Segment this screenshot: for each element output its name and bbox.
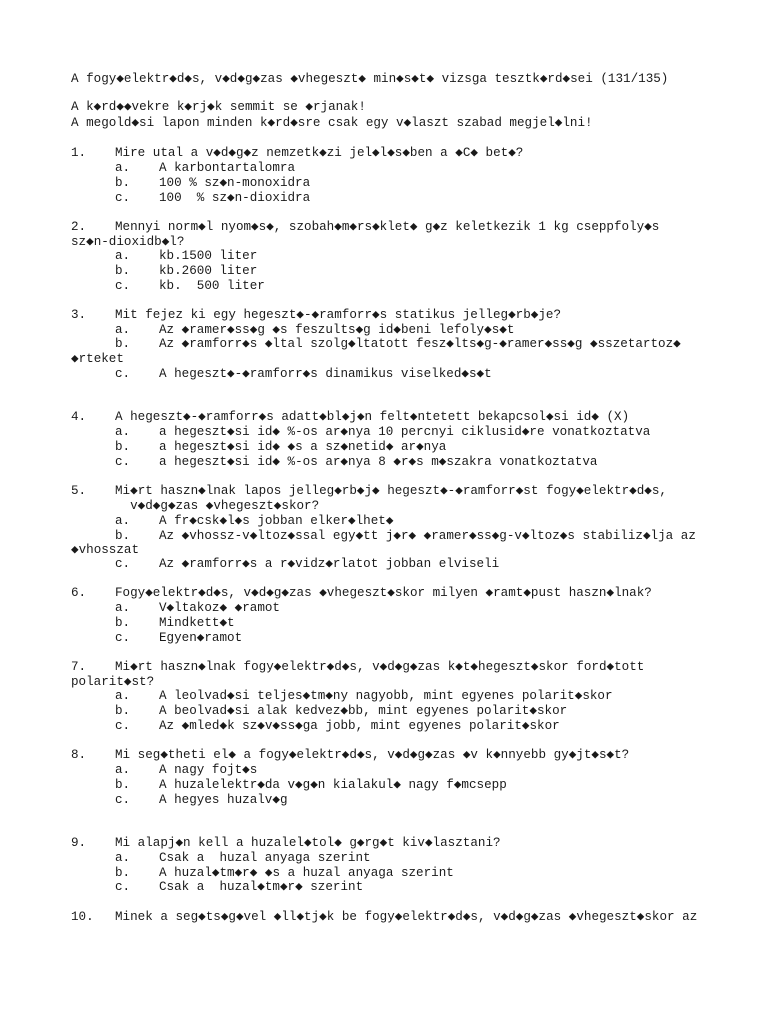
- option-text: A beolvad◆si alak kedvez◆bb, mint egyenes polarit◆skor: [159, 704, 568, 718]
- option-text: A fr◆csk◆l◆s jobban elker◆lhet◆: [159, 514, 394, 528]
- option-text-continued: ◆rteket: [71, 352, 124, 366]
- option-text: Az ◆ramer◆ss◆g ◆s feszults◆g id◆beni lefoly◆s◆t: [159, 323, 515, 337]
- option-mark: a.: [115, 689, 131, 703]
- question-number: 10.: [71, 910, 94, 924]
- question-text: Minek a seg◆ts◆g◆vel ◆ll◆tj◆k be fogy◆elektr◆d◆s, v◆d◆g◆zas ◆vhegeszt◆skor az: [115, 910, 698, 924]
- option-text: A huzal◆tm◆r◆ ◆s a huzal anyaga szerint: [159, 866, 454, 880]
- option-mark: a.: [115, 763, 131, 777]
- question-text: Mi alapj◆n kell a huzalel◆tol◆ g◆rg◆t kiv◆lasztani?: [115, 836, 501, 850]
- question-text-continued: polarit◆st?: [71, 675, 155, 689]
- instruction-line-2: A megold◆si lapon minden k◆rd◆sre csak egy v◆laszt szabad megjel◆lni!: [71, 116, 593, 130]
- document-title: A fogy◆elektr◆d◆s, v◆d◆g◆zas ◆vhegeszt◆ min◆s◆t◆ vizsga tesztk◆rd◆sei (131/135): [71, 72, 669, 86]
- question-number: 1.: [71, 146, 87, 160]
- option-text: a hegeszt◆si id◆ ◆s a sz◆netid◆ ar◆nya: [159, 440, 447, 454]
- question-text: A hegeszt◆-◆ramforr◆s adatt◆bl◆j◆n felt◆ntetett bekapcsol◆si id◆ (X): [115, 410, 630, 424]
- option-text: Csak a huzal◆tm◆r◆ szerint: [159, 880, 364, 894]
- option-text: A leolvad◆si teljes◆tm◆ny nagyobb, mint egyenes polarit◆skor: [159, 689, 613, 703]
- option-mark: c.: [115, 367, 131, 381]
- question-text: Mi◆rt haszn◆lnak fogy◆elektr◆d◆s, v◆d◆g◆zas k◆t◆hegeszt◆skor ford◆tott: [115, 660, 645, 674]
- option-text: kb. 500 liter: [159, 279, 265, 293]
- option-mark: a.: [115, 249, 131, 263]
- question-number: 6.: [71, 586, 87, 600]
- option-mark: b.: [115, 866, 131, 880]
- option-text: Egyen◆ramot: [159, 631, 243, 645]
- option-text: Csak a huzal anyaga szerint: [159, 851, 371, 865]
- option-mark: b.: [115, 337, 131, 351]
- option-text: Az ◆ramforr◆s a r◆vidz◆rlatot jobban elviseli: [159, 557, 500, 571]
- question-text: Mi◆rt haszn◆lnak lapos jelleg◆rb◆j◆ hegeszt◆-◆ramforr◆st fogy◆elektr◆d◆s,: [115, 484, 667, 498]
- option-mark: a.: [115, 323, 131, 337]
- option-text: Az ◆vhossz-v◆ltoz◆ssal egy◆tt j◆r◆ ◆ramer◆ss◆g-v◆ltoz◆s stabiliz◆lja az: [159, 529, 696, 543]
- option-text: kb.1500 liter: [159, 249, 258, 263]
- option-mark: c.: [115, 793, 131, 807]
- question-number: 2.: [71, 220, 87, 234]
- option-text: Mindkett◆t: [159, 616, 235, 630]
- option-text: V◆ltakoz◆ ◆ramot: [159, 601, 280, 615]
- option-text: 100 % sz◆n-dioxidra: [159, 191, 311, 205]
- question-number: 4.: [71, 410, 87, 424]
- option-text: a hegeszt◆si id◆ %-os ar◆nya 10 percnyi ciklusid◆re vonatkoztatva: [159, 425, 651, 439]
- option-text: 100 % sz◆n-monoxidra: [159, 176, 311, 190]
- question-text: Mire utal a v◆d◆g◆z nemzetk◆zi jel◆l◆s◆ben a ◆C◆ bet◆?: [115, 146, 524, 160]
- question-text: Mi seg◆theti el◆ a fogy◆elektr◆d◆s, v◆d◆g◆zas ◆v k◆nnyebb gy◆jt◆s◆t?: [115, 748, 630, 762]
- question-text: Mit fejez ki egy hegeszt◆-◆ramforr◆s statikus jelleg◆rb◆je?: [115, 308, 562, 322]
- option-mark: c.: [115, 719, 131, 733]
- question-text: Fogy◆elektr◆d◆s, v◆d◆g◆zas ◆vhegeszt◆skor milyen ◆ramt◆pust haszn◆lnak?: [115, 586, 652, 600]
- option-mark: b.: [115, 704, 131, 718]
- option-mark: b.: [115, 616, 131, 630]
- option-mark: a.: [115, 851, 131, 865]
- question-number: 3.: [71, 308, 87, 322]
- option-mark: b.: [115, 778, 131, 792]
- question-number: 5.: [71, 484, 87, 498]
- option-mark: b.: [115, 440, 131, 454]
- question-number: 7.: [71, 660, 87, 674]
- option-text: Az ◆mled◆k sz◆v◆ss◆ga jobb, mint egyenes polarit◆skor: [159, 719, 560, 733]
- option-text-continued: ◆vhosszat: [71, 543, 140, 557]
- question-number: 9.: [71, 836, 87, 850]
- option-text: A karbontartalomra: [159, 161, 296, 175]
- option-text: A huzalelektr◆da v◆g◆n kialakul◆ nagy f◆mcsepp: [159, 778, 507, 792]
- option-text: a hegeszt◆si id◆ %-os ar◆nya 8 ◆r◆s m◆szakra vonatkoztatva: [159, 455, 598, 469]
- option-mark: c.: [115, 557, 131, 571]
- option-text: A nagy fojt◆s: [159, 763, 258, 777]
- question-number: 8.: [71, 748, 87, 762]
- option-mark: a.: [115, 425, 131, 439]
- option-mark: c.: [115, 191, 131, 205]
- option-mark: b.: [115, 529, 131, 543]
- question-text-continued: v◆d◆g◆zas ◆vhegeszt◆skor?: [115, 499, 320, 513]
- option-mark: b.: [115, 176, 131, 190]
- question-text-continued: sz◆n-dioxidb◆l?: [71, 235, 185, 249]
- option-mark: a.: [115, 161, 131, 175]
- option-mark: b.: [115, 264, 131, 278]
- option-mark: a.: [115, 514, 131, 528]
- question-text: Mennyi norm◆l nyom◆s◆, szobah◆m◆rs◆klet◆ g◆z keletkezik 1 kg cseppfoly◆s: [115, 220, 660, 234]
- option-text: A hegeszt◆-◆ramforr◆s dinamikus viselked◆s◆t: [159, 367, 492, 381]
- instruction-line-1: A k◆rd◆◆vekre k◆rj◆k semmit se ◆rjanak!: [71, 100, 366, 114]
- option-mark: c.: [115, 455, 131, 469]
- option-text: kb.2600 liter: [159, 264, 258, 278]
- option-mark: c.: [115, 880, 131, 894]
- option-text: Az ◆ramforr◆s ◆ltal szolg◆ltatott fesz◆lts◆g-◆ramer◆ss◆g ◆sszetartoz◆: [159, 337, 681, 351]
- option-mark: c.: [115, 279, 131, 293]
- option-mark: c.: [115, 631, 131, 645]
- option-mark: a.: [115, 601, 131, 615]
- option-text: A hegyes huzalv◆g: [159, 793, 288, 807]
